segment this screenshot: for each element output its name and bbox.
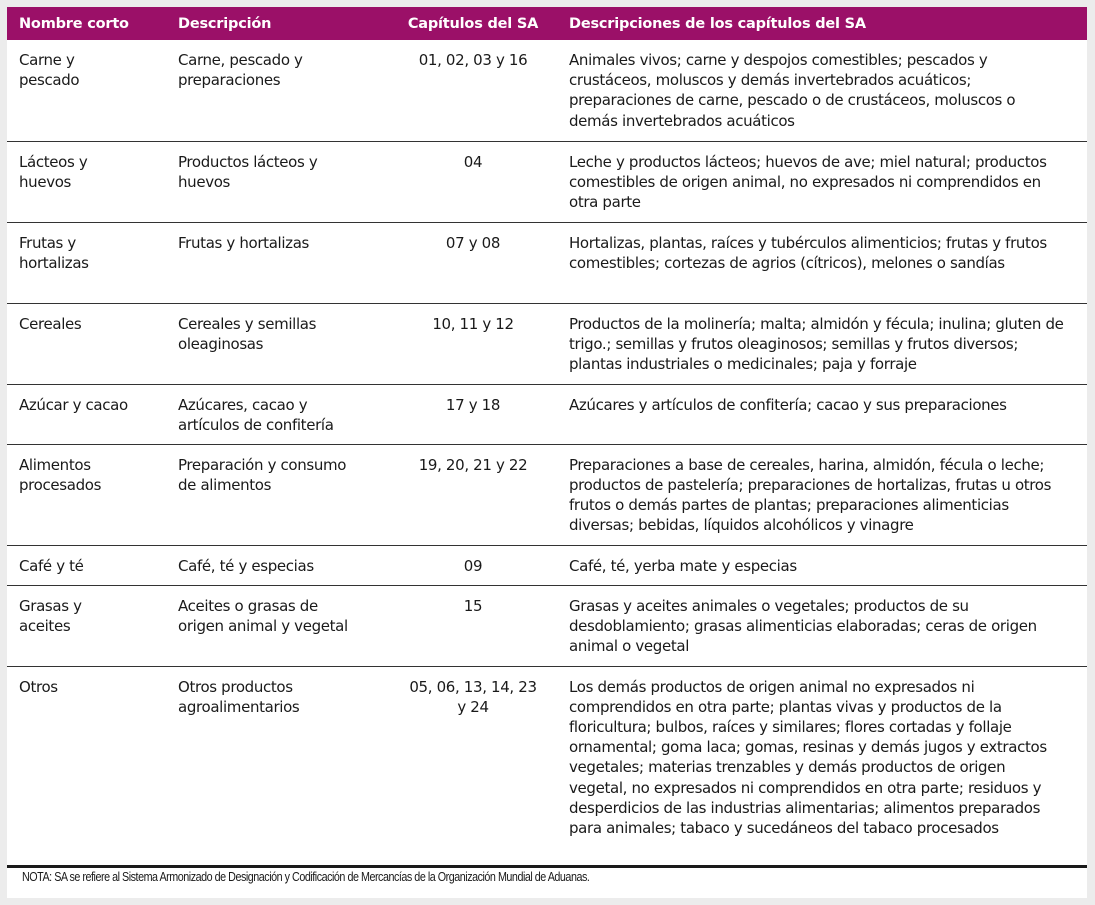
cell-chapters: 10, 11 y 12 [432,314,514,333]
header-short-name: Nombre corto [7,7,166,40]
cell-description: Cereales y semillas oleaginosas [178,314,317,353]
cell-short-name: Frutas y hortalizas [19,233,89,272]
cell-chapter-description: Productos de la molinería; malta; almidón y fécula; inulina; gluten de trigo.; semillas y frutos oleaginosos; semillas y frutos diversos; plantas industriales o medicinales; paja y forraje [569,314,1064,373]
footnote: NOTA: SA se refiere al Sistema Armonizado de Designación y Codificación de Mercancías de la Organización Mundial de Aduanas. [22,870,590,884]
cell-chapters: 01, 02, 03 y 16 [418,51,528,69]
cell-chapter-description: Animales vivos; carne y despojos comestibles; pescados y crustáceos, moluscos y demás invertebrados acuáticos; preparaciones de carne, pescado o de crustáceos, moluscos o demás invertebrados acuáticos [569,51,1016,130]
table-row [7,384,1087,444]
cell-short-name: Otros [19,677,58,696]
cell-description: Frutas y hortalizas [178,233,310,252]
cell-chapters: 19, 20, 21 y 22 [418,455,528,474]
cell-short-name: Carne y pescado [19,51,80,90]
cell-chapter-description: Grasas y aceites animales o vegetales; productos de su desdoblamiento; grasas alimenticias elaboradas; ceras de origen animal o vegetal [569,596,1037,655]
cell-chapter-description: Leche y productos lácteos; huevos de ave; miel natural; productos comestibles de origen animal, no expresados ni comprendidos en otra parte [569,152,1047,211]
cell-chapters: 15 [463,596,483,615]
cell-chapter-description: Café, té, yerba mate y especias [569,556,797,575]
table-row [7,444,1087,545]
header-row [7,7,1087,40]
cell-chapter-description: Preparaciones a base de cereales, harina, almidón, fécula o leche; productos de pastelería; preparaciones de hortalizas, frutas u otros frutos o demás partes de plantas; preparaciones alimenticias diversas; bebidas, líquidos alcohólicos y vinagre [569,455,1052,535]
cell-short-name: Alimentos procesados [19,455,102,494]
table-row [7,666,1087,866]
table-row [7,545,1087,585]
cell-description: Preparación y consumo de alimentos [178,455,347,494]
cell-short-name: Café y té [19,556,84,575]
cell-description: Aceites o grasas de origen animal y vegetal [178,596,348,635]
header-chapter-description: Descripciones de los capítulos del SA [557,7,1087,40]
cell-short-name: Azúcar y cacao [19,395,128,414]
cell-chapters: 09 [463,556,483,575]
cell-chapters: 04 [463,152,483,171]
cell-description: Azúcares, cacao y artículos de confitería [178,395,334,434]
header-chapters: Capítulos del SA [389,7,557,40]
cell-chapter-description: Los demás productos de origen animal no expresados ni comprendidos en otra parte; plantas vivas y productos de la floricultura; bulbos, raíces y similares; flores cortadas y follaje ornamental; goma laca; gomas, resinas y demás jugos y extractos vegetales; materias trenzables y demás productos de origen vegetal, no expresados ni comprendidos en otra parte; residuos y desperdicios de las industrias alimentarias; alimentos preparados para animales; tabaco y sucedáneos del tabaco procesados [569,677,1047,837]
header-description: Descripción [166,7,389,40]
table-row [7,303,1087,384]
cell-chapters: 17 y 18 [445,395,501,414]
cell-short-name: Lácteos y huevos [19,152,88,191]
cell-chapters: 07 y 08 [445,233,501,252]
cell-short-name: Grasas y aceites [19,596,82,635]
cell-description: Productos lácteos y huevos [178,152,318,191]
cell-description: Café, té y especias [178,556,314,575]
cell-chapter-description: Azúcares y artículos de confitería; cacao y sus preparaciones [569,395,1007,414]
table-row [7,585,1087,666]
table-row [7,40,1087,141]
cell-description: Otros productos agroalimentarios [178,677,300,716]
table-row [7,222,1087,303]
table-row [7,141,1087,222]
cell-description: Carne, pescado y preparaciones [178,51,303,90]
cell-chapters: 05, 06, 13, 14, 23 y 24 [409,677,537,716]
cell-chapter-description: Hortalizas, plantas, raíces y tubérculos alimenticios; frutas y frutos comestibles; cortezas de agrios (cítricos), melones o sandías [569,233,1047,272]
hs-chapters-table [7,7,1087,868]
table-panel [7,7,1087,898]
cell-short-name: Cereales [19,314,82,333]
